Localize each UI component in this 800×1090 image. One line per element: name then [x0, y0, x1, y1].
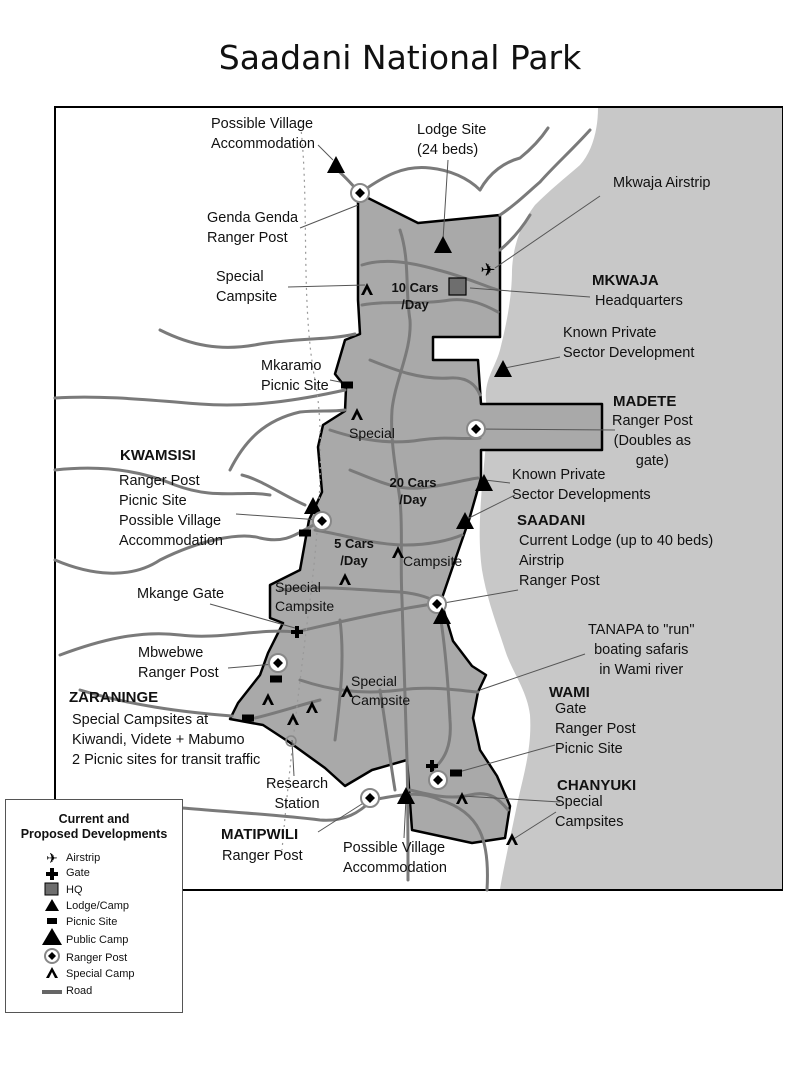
kwamsisi-title: KWAMSISI	[120, 447, 196, 464]
ranger-post-icon	[313, 512, 331, 530]
legend-item-special-camp: Special Camp	[66, 968, 135, 980]
tanapa-label: TANAPA to "run" boating safaris in Wami river	[588, 622, 695, 678]
ranger-post-icon	[429, 771, 447, 789]
hq-icon	[449, 278, 466, 295]
ranger-post-icon	[45, 949, 59, 963]
legend-item-ranger-post: Ranger Post	[66, 952, 128, 964]
madete-detail: Ranger Post (Doubles as gate)	[612, 413, 693, 469]
legend-item-picnic-site: Picnic Site	[66, 916, 118, 928]
legend-icons	[42, 850, 62, 1010]
car-limit-west: 5 Cars /Day	[334, 536, 374, 568]
known-private-sectors-label: Known Private Sector Developments	[512, 467, 651, 503]
matipwili-detail: Ranger Post	[222, 848, 303, 864]
zaraninge-detail: Special Campsites at Kiwandi, Videte + Mabumo 2 Picnic sites for transit traffic	[72, 712, 261, 768]
picnic-site-icon	[270, 676, 282, 683]
ranger-post-icon	[351, 184, 369, 202]
car-limit-north: 10 Cars /Day	[391, 280, 439, 312]
kwamsisi-detail: Ranger Post Picnic Site Possible Village Accommodation	[119, 473, 223, 549]
special-campsite-south-label: Special Campsite	[351, 673, 411, 708]
wami-title: WAMI	[549, 684, 590, 701]
research-station-label: Research Station	[266, 776, 329, 812]
lodge-site-label: Lodge Site (24 beds)	[417, 122, 487, 158]
hq-icon	[45, 883, 58, 895]
possible-village-south-label: Possible Village Accommodation	[343, 840, 447, 876]
legend-item-road: Road	[66, 985, 93, 997]
ranger-post-icon	[361, 789, 379, 807]
special-camp-icon	[46, 967, 58, 978]
picnic-site-icon	[299, 530, 311, 537]
zaraninge-title: ZARANINGE	[69, 689, 159, 706]
lodge-camp-icon	[45, 899, 59, 911]
mkaramo-label: Mkaramo Picnic Site	[261, 358, 329, 394]
madete-title: MADETE	[613, 393, 677, 410]
picnic-site-icon	[341, 382, 353, 389]
picnic-site-icon	[47, 918, 57, 924]
ranger-post-icon	[467, 420, 485, 438]
picnic-site-icon	[450, 770, 462, 777]
mkwaja-airstrip-label: Mkwaja Airstrip	[613, 175, 711, 191]
airstrip-icon: ✈	[46, 851, 58, 867]
special-center-label: Special	[349, 425, 395, 441]
possible-village-north-label: Possible Village Accommodation	[211, 116, 315, 152]
legend	[5, 799, 183, 1013]
mkange-gate-label: Mkange Gate	[137, 586, 225, 602]
gate-icon	[46, 868, 58, 880]
legend-item-hq: HQ	[66, 884, 83, 896]
legend-item-airstrip: Airstrip	[66, 852, 101, 864]
car-limit-middle: 20 Cars /Day	[389, 475, 437, 507]
headquarters-label: Headquarters	[595, 293, 683, 309]
mkwaja-title: MKWAJA	[592, 272, 659, 289]
map-title: Saadani National Park	[218, 38, 582, 77]
known-private-sector-label: Known Private Sector Development	[563, 325, 695, 361]
ranger-post-icon	[269, 654, 287, 672]
campsite-center-label: Campsite	[403, 553, 463, 569]
airstrip-icon: ✈	[480, 260, 496, 281]
public-camp-icon	[42, 928, 62, 945]
saadani-detail: Current Lodge (up to 40 beds) Airstrip Ranger Post	[519, 533, 714, 589]
legend-item-gate: Gate	[66, 867, 90, 879]
saadani-title: SAADANI	[517, 512, 586, 529]
genda-genda-label: Genda Genda Ranger Post	[207, 210, 299, 246]
special-campsite-west-label: Special Campsite	[275, 579, 335, 614]
legend-item-public-camp: Public Camp	[66, 934, 129, 946]
matipwili-title: MATIPWILI	[221, 826, 299, 843]
legend-title: Current and Proposed Developments	[20, 812, 168, 841]
wami-detail: Gate Ranger Post Picnic Site	[555, 701, 636, 757]
chanyuki-detail: Special Campsites	[555, 794, 624, 830]
special-campsite-north-label: Special Campsite	[216, 269, 278, 305]
chanyuki-title: CHANYUKI	[557, 777, 637, 794]
legend-item-lodge-camp: Lodge/Camp	[66, 900, 129, 912]
mbwebwe-label: Mbwebwe Ranger Post	[138, 645, 219, 681]
